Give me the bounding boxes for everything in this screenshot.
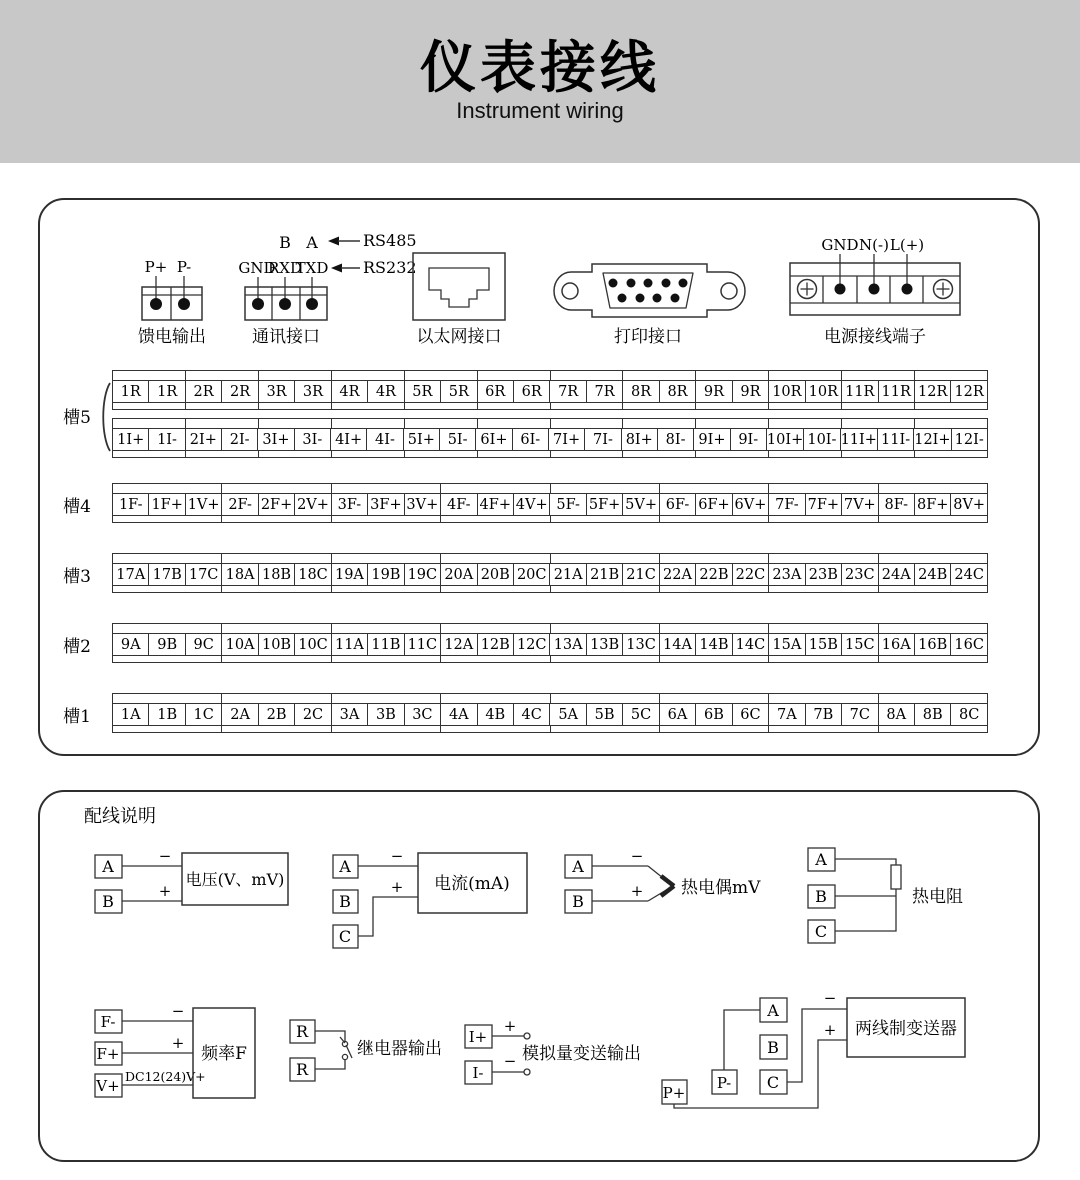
terminal-cell: 20C: [513, 564, 549, 585]
terminal-cell: 7C: [841, 704, 877, 725]
terminal-cell: 10R: [805, 381, 841, 402]
terminal-cell: 6B: [695, 704, 731, 725]
terminal-cell: 4C: [513, 704, 549, 725]
terminal-cell: 12I-: [951, 429, 987, 450]
terminal-cell: 2I-: [221, 429, 257, 450]
terminal-cell: 8V+: [950, 494, 986, 515]
terminal-cell: 15B: [805, 634, 841, 655]
terminal-cell: 12R: [950, 381, 986, 402]
terminal-cell: 2R: [185, 381, 221, 402]
terminal-cell: 19A: [331, 564, 367, 585]
terminal-cell: 6F-: [659, 494, 695, 515]
terminal-cell: 5F-: [549, 494, 585, 515]
terminal-cell: 11I-: [877, 429, 913, 450]
terminal-cell: 13B: [586, 634, 622, 655]
terminal-cell: 3B: [367, 704, 403, 725]
connector-label: 电源接线端子: [824, 327, 926, 347]
terminal-cell: 16A: [878, 634, 914, 655]
terminal-cell: 3R: [258, 381, 294, 402]
terminal-cell: 14B: [695, 634, 731, 655]
terminal-box-label: R: [295, 1022, 309, 1041]
terminal-dot: [869, 284, 880, 295]
terminal-cell: 10I-: [803, 429, 839, 450]
terminal-cell: 6V+: [732, 494, 768, 515]
terminal-cell: 6F+: [695, 494, 731, 515]
terminal-cell: 6A: [659, 704, 695, 725]
connector-row-drawing: [40, 210, 1040, 365]
rs232-label: RS232: [363, 258, 417, 277]
minus-sign: −: [158, 847, 172, 865]
terminal-cell: 5B: [586, 704, 622, 725]
connector-label: 通讯接口: [252, 327, 320, 347]
terminal-cell: 17B: [148, 564, 184, 585]
slot-label: 槽2: [63, 637, 91, 657]
terminal-cell: 11A: [331, 634, 367, 655]
current-diagram: [333, 847, 527, 948]
pin-label: RXD: [268, 259, 302, 277]
device-label: 热电阻: [912, 887, 963, 907]
terminal-cell: 4F-: [440, 494, 476, 515]
terminal-cell: 21B: [586, 564, 622, 585]
terminal-cell: 1A: [120, 706, 141, 723]
terminal-cell: 3R: [294, 381, 330, 402]
terminal-cell: 1C: [185, 704, 221, 725]
terminal-dot: [252, 298, 264, 310]
terminal-cell: 8I+: [621, 429, 657, 450]
terminal-cell: 19B: [367, 564, 403, 585]
terminal-cell: 4V+: [513, 494, 549, 515]
pin-label: GND: [238, 259, 276, 277]
comm-port-connector: [238, 231, 416, 347]
frequency-diagram: [95, 1002, 255, 1098]
screw-icon: [934, 280, 953, 299]
terminal-cell: 23B: [805, 564, 841, 585]
terminal-cell: 8F+: [914, 494, 950, 515]
analog-output-diagram: [465, 1017, 641, 1084]
terminal-cell: 7F-: [768, 494, 804, 515]
two-wire-transmitter-diagram: [662, 989, 965, 1108]
device-label: 频率F: [201, 1044, 247, 1064]
terminal-cell: 2F-: [221, 494, 257, 515]
terminal-cell: 4R: [367, 381, 403, 402]
terminal-box-label: R: [295, 1060, 309, 1079]
terminal-cell: 3V+: [404, 494, 440, 515]
terminal-cell: 20B: [477, 564, 513, 585]
terminal-box-label: I+: [468, 1028, 488, 1046]
feed-output-connector: [138, 258, 206, 347]
terminal-cell: 5R: [440, 381, 476, 402]
terminal-cell: 14A: [659, 634, 695, 655]
wiring-section-title: 配线说明: [84, 806, 156, 827]
terminal-cell: 7I-: [584, 429, 620, 450]
wiring-drawings: [40, 790, 1040, 1160]
terminal-cell: 18C: [294, 564, 330, 585]
terminal-cell: 8C: [950, 704, 986, 725]
voltage-diagram: [95, 847, 288, 913]
terminal-cell: 7B: [805, 704, 841, 725]
terminal-cell: 3F+: [367, 494, 403, 515]
terminal-dot: [150, 298, 162, 310]
terminal-cell: 11C: [404, 634, 440, 655]
terminal-cell: 7V+: [841, 494, 877, 515]
terminal-cell: 7F+: [805, 494, 841, 515]
pin-label: P-: [176, 258, 192, 276]
plus-sign: +: [390, 878, 404, 896]
terminal-box-label: B: [339, 892, 351, 911]
terminal-cell: 24B: [914, 564, 950, 585]
pin-label: A: [306, 233, 318, 252]
terminal-box-label: B: [767, 1038, 779, 1057]
terminal-cell: 15C: [841, 634, 877, 655]
terminal-cell: 16B: [914, 634, 950, 655]
terminal-cell: 24C: [950, 564, 986, 585]
rtd-diagram: [808, 848, 963, 943]
terminal-cell: 8R: [622, 381, 658, 402]
device-label: 电流(mA): [434, 874, 510, 894]
terminal-box-label: I-: [472, 1064, 484, 1082]
terminal-cell: 15A: [768, 634, 804, 655]
screw-icon: [798, 280, 817, 299]
terminal-dot: [279, 298, 291, 310]
terminal-cell: 12I+: [913, 429, 950, 450]
terminal-cell: 11R: [841, 381, 877, 402]
terminal-cell: 8B: [914, 704, 950, 725]
terminal-cell: 1R: [120, 383, 141, 400]
terminal-box-label: A: [102, 857, 114, 876]
terminal-cell: 5V+: [622, 494, 658, 515]
minus-sign: −: [630, 847, 644, 865]
switch-contact-icon: [340, 1037, 352, 1060]
terminal-cell: 3F-: [331, 494, 367, 515]
terminal-cell: 4I+: [330, 429, 366, 450]
terminal-cell: 10I+: [766, 429, 803, 450]
screw-hole-icon: [562, 283, 578, 299]
terminal-cell: 7A: [768, 704, 804, 725]
terminal-cell: 5I+: [403, 429, 439, 450]
relay-diagram: [290, 1020, 442, 1081]
terminal-cell: 1B: [148, 704, 184, 725]
connector-label: 以太网接口: [416, 327, 502, 347]
plus-sign: +: [503, 1017, 517, 1035]
terminal-cell: 6R: [513, 381, 549, 402]
terminal-cell: 9I-: [730, 429, 766, 450]
terminal-cell: 5C: [622, 704, 658, 725]
device-label: 电压(V、mV): [185, 870, 285, 889]
terminal-cell: 6I-: [512, 429, 548, 450]
terminal-cell: 4I-: [366, 429, 402, 450]
terminal-box-label: B: [815, 887, 827, 906]
terminal-box-label: B: [102, 892, 114, 911]
terminal-cell: 10B: [258, 634, 294, 655]
terminal-cell: 9B: [148, 634, 184, 655]
terminal-cell: 9I+: [693, 429, 729, 450]
slot-label: 槽5: [63, 408, 91, 428]
terminal-cell: 1R: [148, 381, 184, 402]
terminal-cell: 7R: [549, 381, 585, 402]
terminal-cell: 23A: [768, 564, 804, 585]
terminal-cell: 22C: [732, 564, 768, 585]
pin-label: TXD: [295, 259, 329, 277]
terminal-cell: 6I+: [475, 429, 511, 450]
page-title: 仪表接线: [420, 35, 660, 99]
terminal-box-label: C: [338, 927, 352, 946]
terminal-cell: 12R: [914, 381, 950, 402]
terminal-cell: 17A: [116, 566, 146, 583]
terminal-cell: 1F+: [148, 494, 184, 515]
terminal-dot: [902, 284, 913, 295]
terminal-cell: 4R: [331, 381, 367, 402]
terminal-cell: 11B: [367, 634, 403, 655]
terminal-cell: 1V+: [185, 494, 221, 515]
terminal-dot: [178, 298, 190, 310]
terminal-cell: 2F+: [258, 494, 294, 515]
terminal-cell: 8I-: [657, 429, 693, 450]
output-node-icon: [524, 1033, 530, 1039]
terminal-cell: 4B: [477, 704, 513, 725]
terminal-cell: 13A: [549, 634, 585, 655]
terminal-cell: 17C: [185, 564, 221, 585]
terminal-box-label: A: [815, 850, 827, 869]
ethernet-connector: [413, 253, 505, 347]
slot-label: 槽4: [63, 497, 91, 517]
terminal-box-label: C: [814, 922, 828, 941]
pin-label: P+: [144, 258, 168, 276]
terminal-box-label: F-: [100, 1013, 116, 1031]
minus-sign: −: [823, 989, 837, 1007]
terminal-cell: 3C: [404, 704, 440, 725]
terminal-cell: 2A: [221, 704, 257, 725]
device-label: 热电偶mV: [681, 878, 761, 898]
terminal-cell: 5F+: [586, 494, 622, 515]
terminal-cell: 5I-: [439, 429, 475, 450]
terminal-cell: 20A: [440, 564, 476, 585]
thermocouple-diagram: [565, 847, 761, 913]
page-subtitle: Instrument wiring: [456, 97, 624, 123]
terminal-cell: 5A: [549, 704, 585, 725]
header-banner: [0, 0, 1080, 163]
terminal-cell: 22B: [695, 564, 731, 585]
rs485-label: RS485: [363, 231, 417, 250]
terminal-cell: 6C: [732, 704, 768, 725]
terminal-cell: 1I+: [117, 431, 145, 448]
terminal-cell: 10R: [768, 381, 804, 402]
terminal-cell: 2I+: [185, 429, 221, 450]
terminal-cell: 11I+: [840, 429, 877, 450]
device-label: 两线制变送器: [855, 1019, 957, 1039]
terminal-cell: 4A: [440, 704, 476, 725]
terminal-cell: 13C: [622, 634, 658, 655]
minus-sign: −: [390, 847, 404, 865]
terminal-box-label: P-: [716, 1074, 732, 1092]
terminal-cell: 11R: [878, 381, 914, 402]
terminal-cell: 9R: [732, 381, 768, 402]
terminal-cell: 22A: [659, 564, 695, 585]
resistor-icon: [891, 865, 901, 889]
plus-sign: +: [158, 882, 172, 900]
terminal-cell: 21C: [622, 564, 658, 585]
terminal-cell: 14C: [732, 634, 768, 655]
terminal-cell: 18B: [258, 564, 294, 585]
terminal-box-label: P+: [662, 1084, 686, 1102]
terminal-cell: 9C: [185, 634, 221, 655]
terminal-cell: 5R: [404, 381, 440, 402]
terminal-cell: 8R: [659, 381, 695, 402]
device-label: 继电器输出: [357, 1039, 442, 1059]
terminal-cell: 7I+: [548, 429, 584, 450]
connector-label: 馈电输出: [138, 327, 206, 347]
power-terminal-connector: [790, 236, 960, 347]
terminal-cell: 8F-: [878, 494, 914, 515]
terminal-cell: 2B: [258, 704, 294, 725]
minus-sign: −: [171, 1002, 185, 1020]
terminal-dot: [306, 298, 318, 310]
printer-connector: [554, 264, 745, 347]
slot-label: 槽3: [63, 567, 91, 587]
plus-sign: +: [630, 882, 644, 900]
terminal-cell: 12A: [440, 634, 476, 655]
connector-label: 打印接口: [614, 327, 682, 347]
terminal-cell: 10A: [221, 634, 257, 655]
terminal-box-label: F+: [96, 1045, 120, 1063]
pin-label: N(-): [859, 236, 889, 254]
slot-label: 槽1: [63, 707, 91, 727]
screw-hole-icon: [721, 283, 737, 299]
terminal-cell: 10C: [294, 634, 330, 655]
terminal-cell: 18A: [221, 564, 257, 585]
device-label: 模拟量变送输出: [522, 1044, 641, 1064]
terminal-cell: 19C: [404, 564, 440, 585]
rj45-jack-icon: [429, 268, 489, 307]
rs232-arrow-icon: [331, 264, 360, 273]
pin-label: L(+): [889, 236, 925, 254]
terminal-cell: 7R: [586, 381, 622, 402]
terminal-cell: 21A: [549, 564, 585, 585]
terminal-box-label: B: [572, 892, 584, 911]
terminal-cell: 6R: [477, 381, 513, 402]
terminal-cell: 4F+: [477, 494, 513, 515]
terminal-box-label: A: [339, 857, 351, 876]
minus-sign: −: [503, 1052, 517, 1070]
terminal-cell: 3A: [331, 704, 367, 725]
terminal-dot: [835, 284, 846, 295]
terminal-cell: 1F-: [118, 496, 143, 513]
terminal-cell: 12C: [513, 634, 549, 655]
terminal-box-label: V+: [96, 1077, 120, 1095]
output-node-icon: [524, 1069, 530, 1075]
terminal-cell: 8A: [878, 704, 914, 725]
supply-label: DC12(24)V+: [125, 1069, 206, 1084]
pin-label: B: [279, 233, 291, 252]
rs485-arrow-icon: [328, 237, 360, 246]
pin-label: GND: [821, 236, 859, 254]
terminal-cell: 3I-: [294, 429, 330, 450]
terminal-cell: 2C: [294, 704, 330, 725]
terminal-cell: 2R: [221, 381, 257, 402]
terminal-box-label: A: [767, 1001, 779, 1020]
terminal-box-label: C: [766, 1073, 780, 1092]
plus-sign: +: [171, 1034, 185, 1052]
terminal-cell: 1I-: [148, 429, 184, 450]
terminal-cell: 23C: [841, 564, 877, 585]
terminal-cell: 12B: [477, 634, 513, 655]
plus-sign: +: [823, 1021, 837, 1039]
db9-pins-icon: [609, 279, 688, 303]
terminal-cell: 3I+: [257, 429, 293, 450]
terminal-cell: 9A: [120, 636, 141, 653]
terminal-cell: 9R: [695, 381, 731, 402]
terminal-cell: 2V+: [294, 494, 330, 515]
terminal-box-label: A: [572, 857, 584, 876]
terminal-cell: 24A: [878, 564, 914, 585]
terminal-cell: 16C: [950, 634, 986, 655]
